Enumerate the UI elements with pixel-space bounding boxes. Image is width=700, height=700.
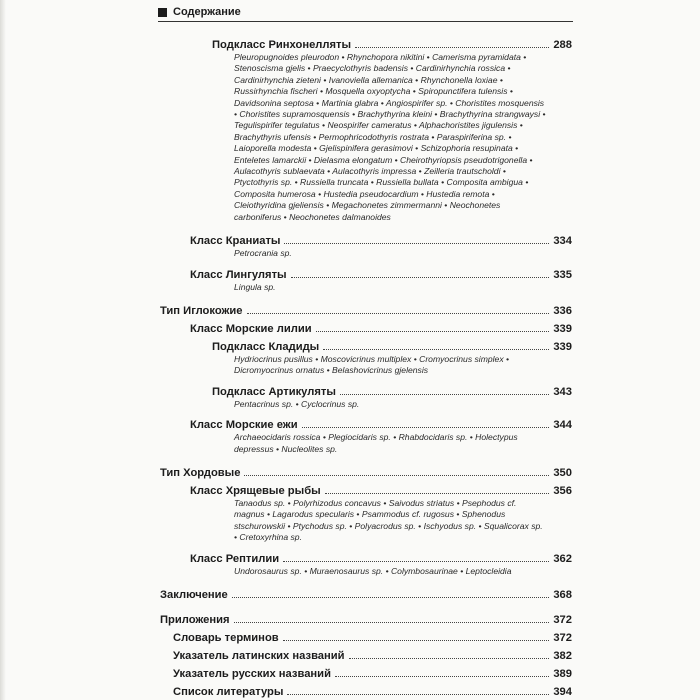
dot-leader [284, 243, 549, 244]
toc-entry-page: 335 [553, 268, 572, 281]
toc-entry-reptilia[interactable] [160, 552, 572, 566]
toc-entry-species: Archaeocidaris rossica • Plegiocidaris sp. • Rhabdocidaris sp. • Holectypus depressus • Nucleolites sp. [234, 432, 518, 454]
running-head [158, 6, 241, 18]
toc-entry-title: Приложения [160, 613, 230, 626]
toc-entry-page: 368 [553, 588, 572, 601]
toc-entry-conclusion[interactable] [160, 588, 572, 602]
toc-entry-page: 339 [553, 340, 572, 353]
toc-entry-title: Указатель латинских названий [173, 649, 345, 662]
header-rule [158, 21, 573, 22]
toc-entry-page: 339 [553, 322, 572, 335]
dot-leader [340, 394, 549, 395]
toc-entry-page: 343 [553, 385, 572, 398]
toc-entry-species: Hydriocrinus pusillus • Moscovicrinus multiplex • Cromyocrinus simplex • Dicromyocrinus ornatus • Belashovicrinus gjelensis [234, 353, 510, 376]
toc-entry-title: Подкласс Артикуляты [212, 385, 336, 398]
dot-leader [287, 694, 549, 695]
dot-leader [234, 622, 550, 623]
square-bullet-icon [158, 8, 167, 17]
toc-entry-species: Tanaodus sp. • Polyrhizodus concavus • Saivodus striatus • Psephodus cf. magnus • Lagarodus specularis • Psammodus cf. rugosus • Sphenodus stschurowskii • Ptychodus sp. • Polyacrodus sp. • Ischyodus sp. • Squalicorax sp. • Cretoxyrhina sp. [234, 497, 543, 543]
dot-leader [355, 47, 549, 48]
toc-entry-craniata[interactable] [160, 234, 572, 248]
toc-entry-species: Undorosaurus sp. • Muraenosaurus sp. • Colymbosaurinae • Leptocleidia [234, 565, 512, 576]
toc-entry-glossary[interactable] [160, 631, 572, 645]
table-of-contents [160, 38, 572, 699]
toc-entry-page: 382 [553, 649, 572, 662]
dot-leader [232, 597, 550, 598]
toc-entry-title: Класс Краниаты [190, 235, 281, 248]
toc-entry-page: 336 [553, 304, 572, 317]
dot-leader [302, 427, 550, 428]
toc-entry-echinoidea[interactable] [160, 418, 572, 432]
dot-leader [244, 475, 549, 476]
toc-entry-page: 362 [553, 552, 572, 565]
toc-entry-title: Список литературы [173, 685, 284, 698]
toc-entry-appendices[interactable] [160, 613, 572, 627]
dot-leader [316, 331, 550, 332]
dot-leader [291, 277, 550, 278]
toc-entry-title: Класс Морские ежи [190, 419, 298, 432]
dot-leader [349, 658, 550, 659]
toc-entry-crinoidea[interactable] [160, 322, 572, 336]
toc-entry-page: 334 [553, 235, 572, 248]
toc-entry-page: 394 [553, 685, 572, 698]
toc-entry-rhynchonellata[interactable] [160, 38, 572, 52]
toc-entry-chordata[interactable] [160, 466, 572, 480]
toc-entry-lingulata[interactable] [160, 268, 572, 282]
dot-leader [323, 349, 549, 350]
toc-entry-species: Lingula sp. [234, 281, 276, 292]
dot-leader [283, 561, 549, 562]
toc-entry-species: Petrocrania sp. [234, 248, 292, 259]
toc-entry-title: Класс Хрящевые рыбы [190, 484, 321, 497]
page-gutter-shadow [0, 0, 6, 700]
dot-leader [247, 313, 550, 314]
toc-entry-page: 372 [553, 613, 572, 626]
toc-entry-title: Тип Иглокожие [160, 304, 243, 317]
toc-entry-chondrichthyes[interactable] [160, 484, 572, 498]
toc-entry-cladida[interactable] [160, 340, 572, 354]
toc-entry-title: Класс Морские лилии [190, 322, 312, 335]
toc-entry-title: Тип Хордовые [160, 466, 241, 479]
dot-leader [283, 640, 550, 641]
toc-entry-species: Pentacrinus sp. • Cyclocrinus sp. [234, 398, 360, 409]
dot-leader [335, 676, 549, 677]
toc-entry-title: Подкласс Кладиды [212, 340, 320, 353]
toc-entry-latin-index[interactable] [160, 649, 572, 663]
toc-entry-page: 350 [553, 466, 572, 479]
toc-entry-page: 356 [553, 484, 572, 497]
toc-entry-page: 344 [553, 419, 572, 432]
toc-entry-russian-index[interactable] [160, 667, 572, 681]
running-head-title: Содержание [173, 6, 241, 18]
toc-entry-title: Класс Лингуляты [190, 268, 287, 281]
toc-entry-title: Заключение [160, 588, 228, 601]
toc-entry-echinodermata[interactable] [160, 304, 572, 318]
toc-entry-species: Pleuropugnoides pleurodon • Rhynchopora nikitini • Camerisma pyramidata • Stenoscisma gjelis • Praecyclothyris badensis • Cardinirhynchia rossica • Cardinirhynchia zieteni • Ivanoviella allemanica • Rhynchonella loxiae • Russirhynchia fischeri • Mosquella oxyoptycha • Spiropunctifera tulensis • Davidsonina septosa • Martinia glabra • Angiospirifer sp. • Choristites mosquensis • Choristites supramosquensis • Brachythyrina kleini • Brachythyrina strangwaysi • Tegulispirifer tegulatus • Neospirifer cameratus • Alphachoristites jigulensis • Brachythyris ufensis • Permophricodothyris rostrata • Paraspiriferina sp. • Laioporella modesta • Gjelispinifera gerasimovi • Schizophoria resupinata • Enteletes lamarckii • Dielasma elongatum • Cheirothyriopsis pseudotrigonella • Aulacothyris sublaevata • Aulacothyris impressa • Zeilleria trautscholdi • Ptyctothyris sp. • Russiella truncata • Russiella bullata • Composita ambigua • Composita humerosa • Hustedia pseudocardium • Hustedia remota • Cleiothyridina gjeliensis • Megachonetes zimmermanni • Neochonetes carboniferus • Neochonetes dalmanoides [234, 52, 546, 222]
toc-entry-page: 389 [553, 667, 572, 680]
dot-leader [325, 493, 550, 494]
toc-entry-title: Словарь терминов [173, 631, 279, 644]
toc-entry-title: Класс Рептилии [190, 552, 280, 565]
toc-entry-page: 372 [553, 631, 572, 644]
toc-entry-bibliography[interactable] [160, 685, 572, 699]
toc-entry-articulata[interactable] [160, 385, 572, 399]
toc-entry-title: Подкласс Ринхонелляты [212, 39, 352, 51]
toc-entry-page: 288 [553, 39, 572, 51]
toc-entry-title: Указатель русских названий [173, 667, 331, 680]
